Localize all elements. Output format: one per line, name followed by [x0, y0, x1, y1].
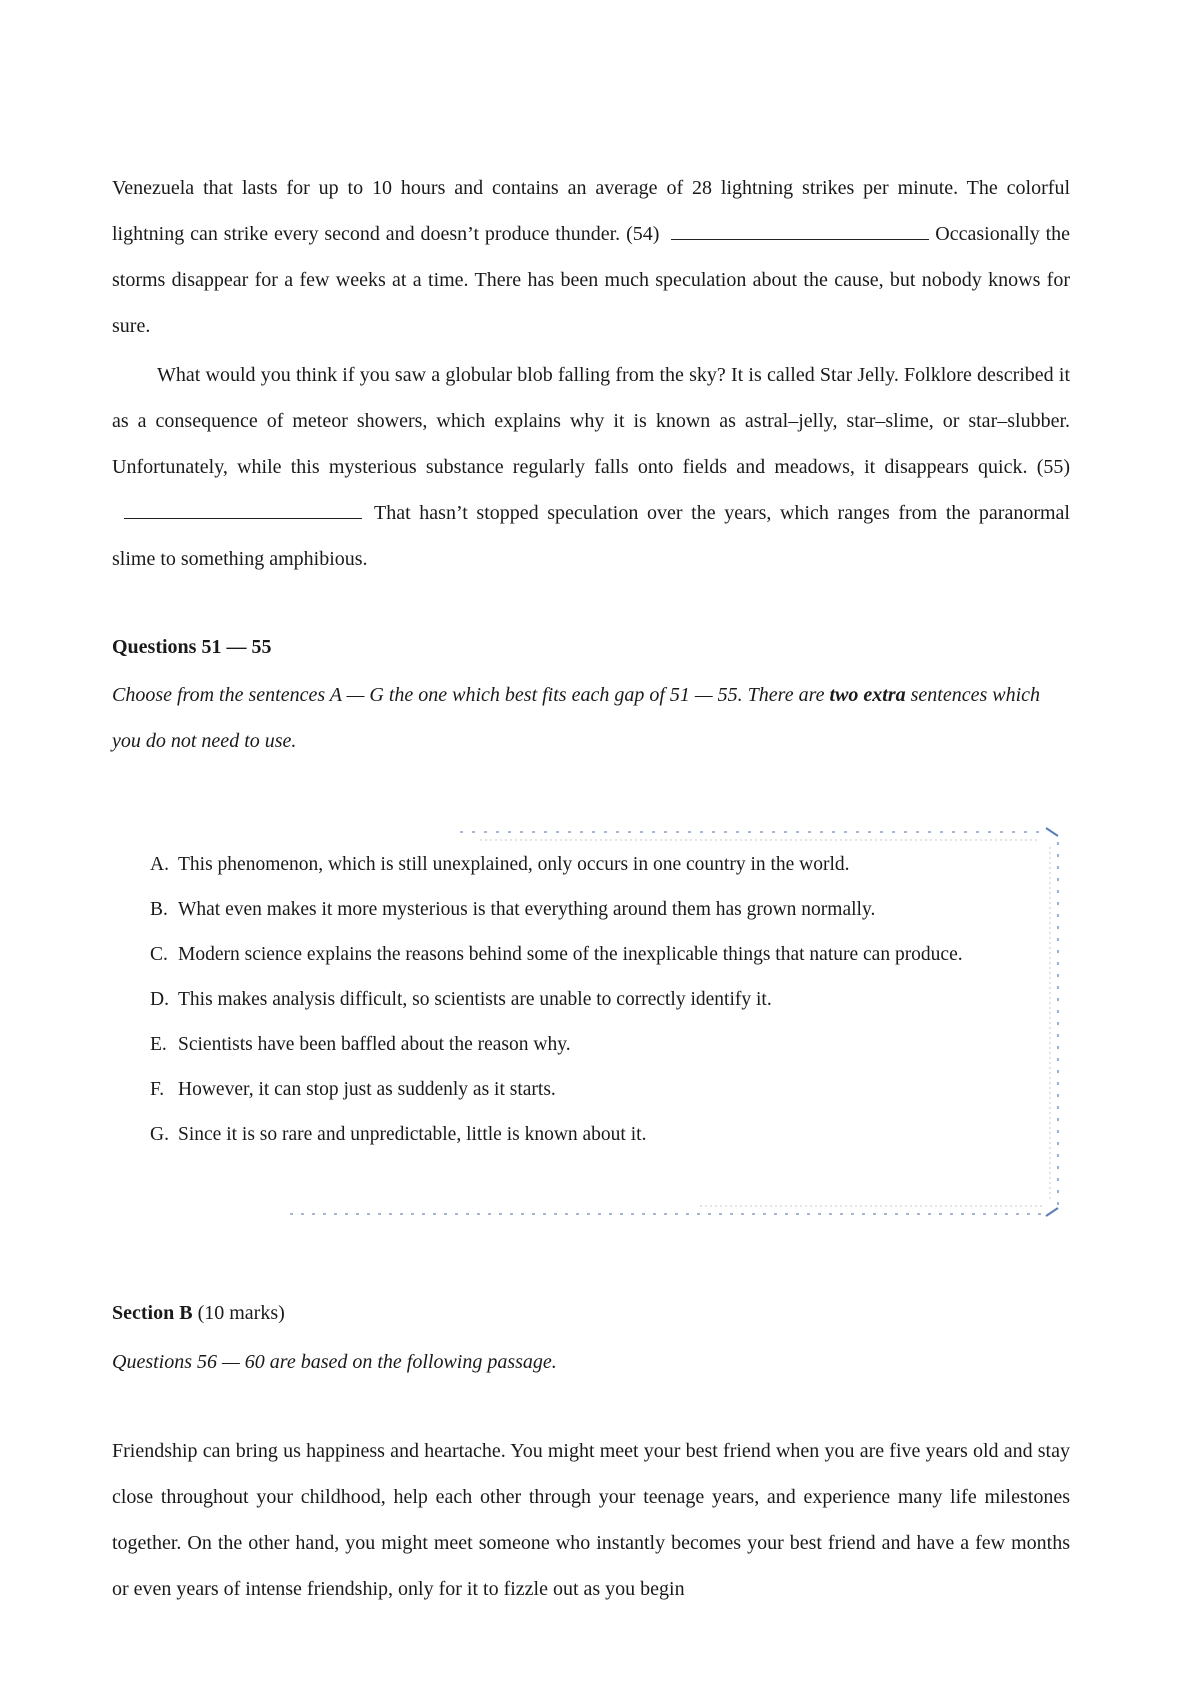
paragraph-text: Occasionally the storms disappear for a few weeks at a time. There has been much speculation about the cause, but nobody knows for sure. [112, 223, 1071, 337]
instruction-emphasis: two extra [829, 684, 906, 706]
instruction-text: Choose from the sentences A — G the one which best fits each gap of 51 — 55. There are [112, 684, 825, 706]
option-letter: G. [150, 1124, 169, 1145]
option-text: Scientists have been baffled about the reason why. [178, 1034, 571, 1055]
option-g[interactable] [150, 1112, 1035, 1157]
paragraph-text: Venezuela that lasts for up to 10 hours and contains an average of 28 lightning strikes per minute. The colorful lightning can strike every second and doesn’t produce thunder. [112, 177, 1070, 245]
option-letter: A. [150, 854, 169, 875]
option-letter: E. [150, 1034, 167, 1055]
gap-label-54: (54) [626, 223, 660, 245]
questions-instruction [112, 672, 1070, 764]
answer-blank-55[interactable] [124, 502, 362, 519]
option-text: What even makes it more mysterious is that everything around them has grown normally. [178, 899, 876, 920]
paragraph-text: That hasn’t stopped speculation over the years, which ranges from the paranormal slime to something amphibious. [112, 502, 1070, 570]
paragraph-text: What would you think if you saw a globular blob falling from the sky? It is called Star Jelly. Folklore described it as a consequence of meteor showers, which explains why it is known as astral–jelly, star–slime, or star–slubber. Unfortunately, while this mysterious substance regularly falls onto fields and meadows, it disappears quick. [112, 364, 1070, 478]
instruction-text: sentences which you do not need to use. [112, 684, 1041, 752]
option-d[interactable] [150, 977, 1035, 1022]
option-text: This makes analysis difficult, so scientists are unable to correctly identify it. [178, 989, 772, 1010]
option-letter: D. [150, 989, 169, 1010]
option-letter: C. [150, 944, 168, 965]
gap-label-55: (55) [1036, 456, 1071, 478]
option-e[interactable] [150, 1022, 1035, 1067]
section-b-heading [112, 1302, 285, 1325]
option-letter: B. [150, 899, 168, 920]
option-text: However, it can stop just as suddenly as it starts. [178, 1079, 556, 1100]
section-marks: (10 marks) [197, 1302, 285, 1324]
option-f[interactable] [150, 1067, 1035, 1112]
option-text: This phenomenon, which is still unexplained, only occurs in one country in the world. [178, 854, 850, 875]
answer-blank-54[interactable] [671, 223, 929, 240]
passage-paragraph-star-jelly [112, 352, 1070, 582]
passage-friendship: Friendship can bring us happiness and heartache. You might meet your best friend when you are five years old and stay close throughout your childhood, help each other through your teenage years, and experience many life milestones together. On the other hand, you might meet someone who instantly becomes your best friend and have a few months or even years of intense friendship, only for it to fizzle out as you begin [112, 1440, 1070, 1600]
option-text: Since it is so rare and unpredictable, little is known about it. [178, 1124, 647, 1145]
option-list [150, 842, 1035, 1157]
options-box [140, 822, 1075, 1222]
option-letter: F. [150, 1079, 165, 1100]
option-a[interactable] [150, 842, 1035, 887]
passage-paragraph-lightning [112, 165, 1070, 349]
option-text: Modern science explains the reasons behind some of the inexplicable things that nature can produce. [178, 944, 963, 965]
option-c[interactable] [150, 932, 1035, 977]
option-b[interactable] [150, 887, 1035, 932]
questions-heading: Questions 51 — 55 [112, 636, 272, 658]
section-b-instruction: Questions 56 — 60 are based on the following passage. [112, 1351, 557, 1373]
section-title: Section B [112, 1302, 193, 1324]
